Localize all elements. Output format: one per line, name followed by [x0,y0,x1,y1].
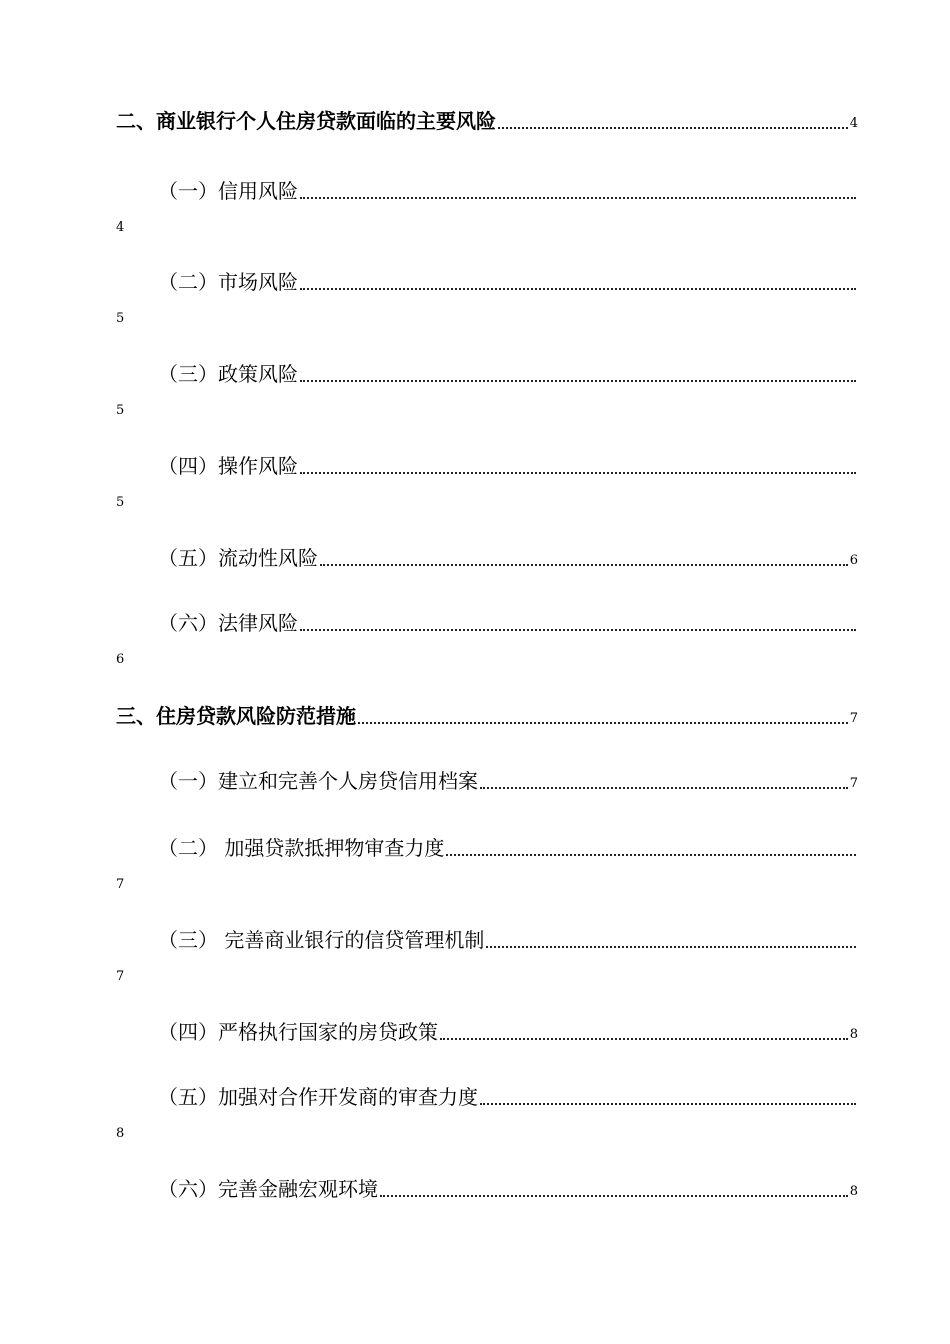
toc-entry-page: 5 [116,403,125,418]
toc-entry-label: （一）建立和完善个人房贷信用档案 [158,769,478,793]
dot-leader [446,854,856,856]
toc-entry-3-3[interactable] [116,915,858,984]
toc-entry-page: 4 [849,116,858,131]
toc-entry-page: 8 [849,1027,858,1042]
dot-leader [486,946,856,948]
toc-entry-page: 7 [116,877,125,892]
toc-entry-page: 7 [849,711,858,726]
toc-entry-label: （四）严格执行国家的房贷政策 [158,1020,438,1044]
dot-leader [440,1038,848,1040]
toc-entry-label: 二、商业银行个人住房贷款面临的主要风险 [116,109,496,133]
toc-entry-label: （二）市场风险 [158,270,298,294]
dot-leader [320,564,848,566]
toc-entry-label: （三）政策风险 [158,362,298,386]
dot-leader [300,288,856,290]
dot-leader [300,197,856,199]
toc-entry-label: （五）流动性风险 [158,546,318,570]
dot-leader [480,1103,856,1105]
toc-entry-label: （六）法律风险 [158,611,298,635]
toc-entry-2-5[interactable] [116,533,858,573]
toc-entry-3-6[interactable] [116,1164,858,1204]
dot-leader [300,472,856,474]
dot-leader [498,127,848,129]
toc-entry-page: 4 [116,220,125,235]
toc-entry-page: 5 [116,311,125,326]
toc-entry-2-2[interactable] [116,257,858,326]
toc-entry-page: 7 [116,969,125,984]
toc-entry-page: 8 [849,1184,858,1199]
toc-entry-section-3[interactable] [116,691,858,731]
toc-entry-label: （一）信用风险 [158,179,298,203]
toc-entry-label: （三） 完善商业银行的信贷管理机制 [158,928,485,952]
toc-entry-label: （五）加强对合作开发商的审查力度 [158,1085,478,1109]
toc-entry-page: 6 [849,553,858,568]
dot-leader [300,629,856,631]
toc-entry-2-1[interactable] [116,166,858,235]
toc-entry-page: 7 [849,776,858,791]
toc-entry-3-2[interactable] [116,823,858,892]
toc-entry-3-5[interactable] [116,1072,858,1141]
toc-entry-page: 8 [116,1126,125,1141]
toc-entry-page: 6 [116,652,125,667]
toc-entry-2-6[interactable] [116,598,858,667]
toc-entry-label: （二） 加强贷款抵押物审查力度 [158,836,445,860]
dot-leader [358,722,848,724]
toc-entry-label: （六）完善金融宏观环境 [158,1177,378,1201]
dot-leader [480,787,848,789]
dot-leader [380,1195,848,1197]
toc-entry-2-4[interactable] [116,441,858,510]
toc-entry-3-4[interactable] [116,1007,858,1047]
dot-leader [300,380,856,382]
toc-entry-section-2[interactable] [116,96,858,136]
toc-entry-3-1[interactable] [116,756,858,796]
toc-entry-label: 三、住房贷款风险防范措施 [116,704,356,728]
toc-entry-label: （四）操作风险 [158,454,298,478]
toc-entry-2-3[interactable] [116,349,858,418]
toc-entry-page: 5 [116,495,125,510]
